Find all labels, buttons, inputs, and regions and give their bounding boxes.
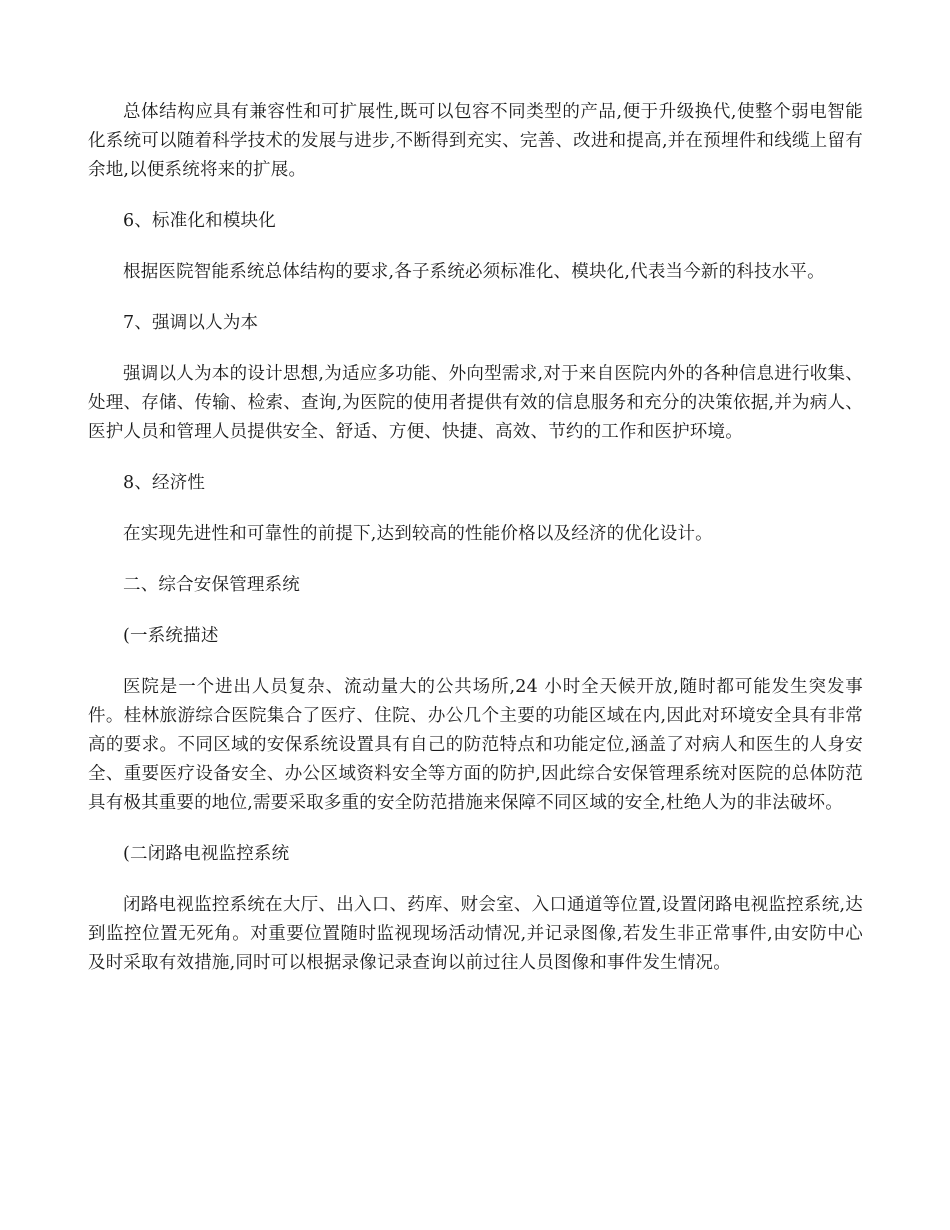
heading-cctv-system: (二闭路电视监控系统 [123,844,290,864]
heading-people-oriented: 7、强调以人为本 [123,313,259,333]
heading-standardization: 6、标准化和模块化 [123,211,276,231]
paragraph-system-description: 医院是一个进出人员复杂、流动量大的公共场所,24 小时全天候开放,随时都可能发生突发事件。桂林旅游综合医院集合了医疗、住院、办公几个主要的功能区域在内,因此对环境安全具有非常高的要求。不同区域的安保系统设置具有自己的防范特点和功能定位,涵盖了对病人和医生的人身安全、重要医疗设备安全、办公区域资料安全等方面的防护,因此综合安保管理系统对医院的总体防范具有极其重要的地位,需要采取多重的安全防范措施来保障不同区域的安全,杜绝人为的非法破坏。 [88,677,863,813]
paragraph-economy: 在实现先进性和可靠性的前提下,达到较高的性能价格以及经济的优化设计。 [123,524,713,544]
document-page [88,98,863,978]
heading-system-description: (一系统描述 [123,626,219,646]
paragraph-scalability: 总体结构应具有兼容性和可扩展性,既可以包容不同类型的产品,便于升级换代,使整个弱电智能化系统可以随着科学技术的发展与进步,不断得到充实、完善、改进和提高,并在预埋件和线缆上留有余地,以便系统将来的扩展。 [88,102,863,180]
paragraph-standardization: 根据医院智能系统总体结构的要求,各子系统必须标准化、模块化,代表当今新的科技水平。 [123,262,825,282]
paragraph-people-oriented: 强调以人为本的设计思想,为适应多功能、外向型需求,对于来自医院内外的各种信息进行收集、处理、存储、传输、检索、查询,为医院的使用者提供有效的信息服务和充分的决策依据,并为病人、医护人员和管理人员提供安全、舒适、方便、快捷、高效、节约的工作和医护环境。 [88,364,863,442]
heading-economy: 8、经济性 [123,473,206,493]
heading-security-system: 二、综合安保管理系统 [123,575,300,595]
paragraph-cctv-system: 闭路电视监控系统在大厅、出入口、药库、财会室、入口通道等位置,设置闭路电视监控系统,达到监控位置无死角。对重要位置随时监视现场活动情况,并记录图像,若发生非正常事件,由安防中心及时采取有效措施,同时可以根据录像记录查询以前过往人员图像和事件发生情况。 [88,895,863,973]
